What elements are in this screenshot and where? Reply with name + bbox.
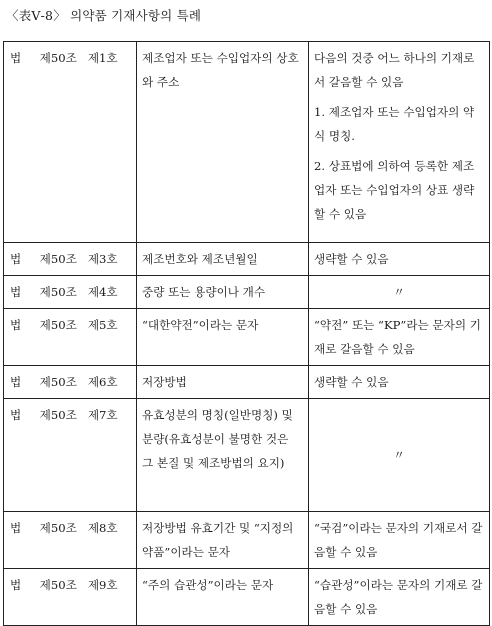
special-cell: 생략할 수 있음 [309,243,490,276]
table-row [4,243,490,276]
special-cell: 〃 [309,276,490,309]
item-cell: 저장방법 [137,366,309,399]
law-prefix: 법 [10,51,22,65]
law-cell [4,366,137,399]
law-cell [4,512,137,569]
law-clause: 제6호 [87,375,118,389]
law-cell [4,42,137,243]
table-row [4,42,490,243]
special-cell: 〃 [309,399,490,512]
special-provisions-table [3,41,490,626]
law-prefix: 법 [10,285,22,299]
table-row [4,512,490,569]
law-clause: 제5호 [87,318,118,332]
law-clause: 제8호 [87,521,118,535]
table-row [4,399,490,512]
item-cell: 제조업자 또는 수입업자의 상호와 주소 [137,42,309,243]
item-cell: 중량 또는 용량이나 개수 [137,276,309,309]
special-cell [309,42,490,243]
table-row [4,309,490,366]
law-clause: 제1호 [87,51,118,65]
law-article: 제50조 [39,521,77,535]
law-prefix: 법 [10,375,22,389]
special-text: 1. 제조업자 또는 수입업자의 약식 명칭. [314,105,475,143]
law-prefix: 법 [10,408,22,422]
item-cell: 저장방법 유효기간 및 “지정의약품”이라는 문자 [137,512,309,569]
item-cell: 제조번호와 제조년월일 [137,243,309,276]
law-article: 제50조 [39,408,77,422]
law-cell [4,399,137,512]
item-cell: “대한약전”이라는 문자 [137,309,309,366]
special-text: 다음의 것중 어느 하나의 기재로서 갈음할 수 있음 [314,51,475,89]
special-cell: “약전” 또는 “KP”라는 문자의 기재로 갈음할 수 있음 [309,309,490,366]
law-cell [4,243,137,276]
special-cell: “국검”이라는 문자의 기재로서 갈음할 수 있음 [309,512,490,569]
law-article: 제50조 [39,285,77,299]
law-clause: 제9호 [87,578,118,592]
law-clause: 제3호 [87,252,118,266]
law-prefix: 법 [10,578,22,592]
law-clause: 제7호 [87,408,118,422]
law-cell [4,569,137,626]
table-row [4,276,490,309]
item-cell: 유효성분의 명칭(일반명칭) 및 분량(유효성분이 불명한 것은 그 본질 및 제조방법의 요지) [137,399,309,512]
law-article: 제50조 [39,375,77,389]
law-cell [4,309,137,366]
table-row [4,366,490,399]
law-clause: 제4호 [87,285,118,299]
law-prefix: 법 [10,318,22,332]
law-article: 제50조 [39,252,77,266]
table-row [4,569,490,626]
law-prefix: 법 [10,521,22,535]
special-text: 2. 상표법에 의하여 등록한 제조업자 또는 수입업자의 상표 생략할 수 있음 [314,159,475,221]
table-title: 〈表Ⅴ-8〉 의약품 기재사항의 특례 [6,8,202,23]
law-article: 제50조 [39,318,77,332]
item-cell: “주의 습관성”이라는 문자 [137,569,309,626]
law-prefix: 법 [10,252,22,266]
special-cell: 생략할 수 있음 [309,366,490,399]
law-article: 제50조 [39,51,77,65]
law-article: 제50조 [39,578,77,592]
special-cell: “습관성”이라는 문자의 기재로 갈음할 수 있음 [309,569,490,626]
law-cell [4,276,137,309]
